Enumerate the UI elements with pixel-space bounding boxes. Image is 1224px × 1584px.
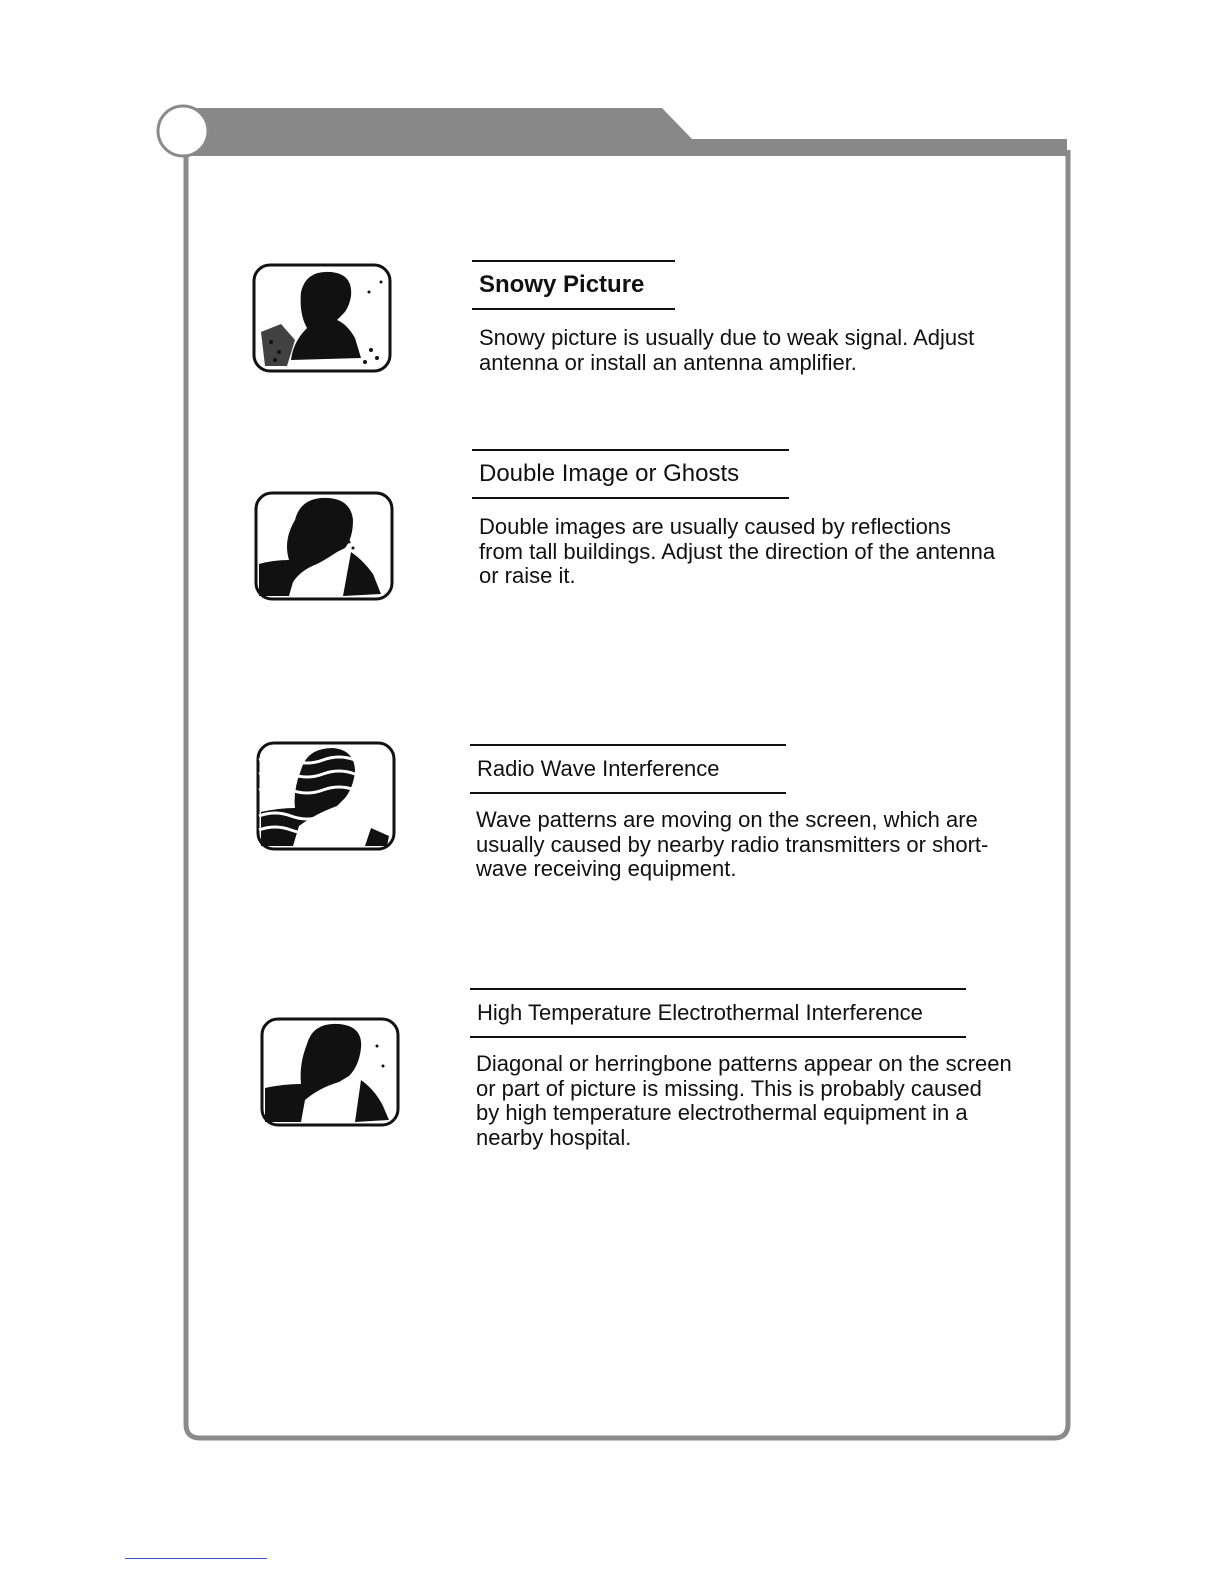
tv-electrothermal-icon [259,1016,401,1128]
section-title: Snowy Picture [472,260,675,310]
tv-double-image-icon [253,490,395,602]
section-title: High Temperature Electrothermal Interference [470,988,966,1038]
page-marker-circle [158,106,208,156]
tv-snowy-picture-icon [251,262,393,374]
section-description: Wave patterns are moving on the screen, which are usually caused by nearby radio transmitters or short- wave receiving equipment. [476,807,989,881]
section-description: Diagonal or herringbone patterns appear on the screen or part of picture is missing. This is probably caused by high temperature electrothermal equipment in a nearby hospital. [476,1051,1012,1150]
footer-rule [125,1558,267,1559]
section-description: Snowy picture is usually due to weak signal. Adjust antenna or install an antenna amplifier. [479,325,975,375]
header-tab [183,108,1067,156]
section-description: Double images are usually caused by reflections from tall buildings. Adjust the direction of the antenna or raise it. [479,514,996,588]
tv-radio-wave-icon [255,740,397,852]
section-title: Double Image or Ghosts [472,449,789,499]
section-title: Radio Wave Interference [470,744,786,794]
